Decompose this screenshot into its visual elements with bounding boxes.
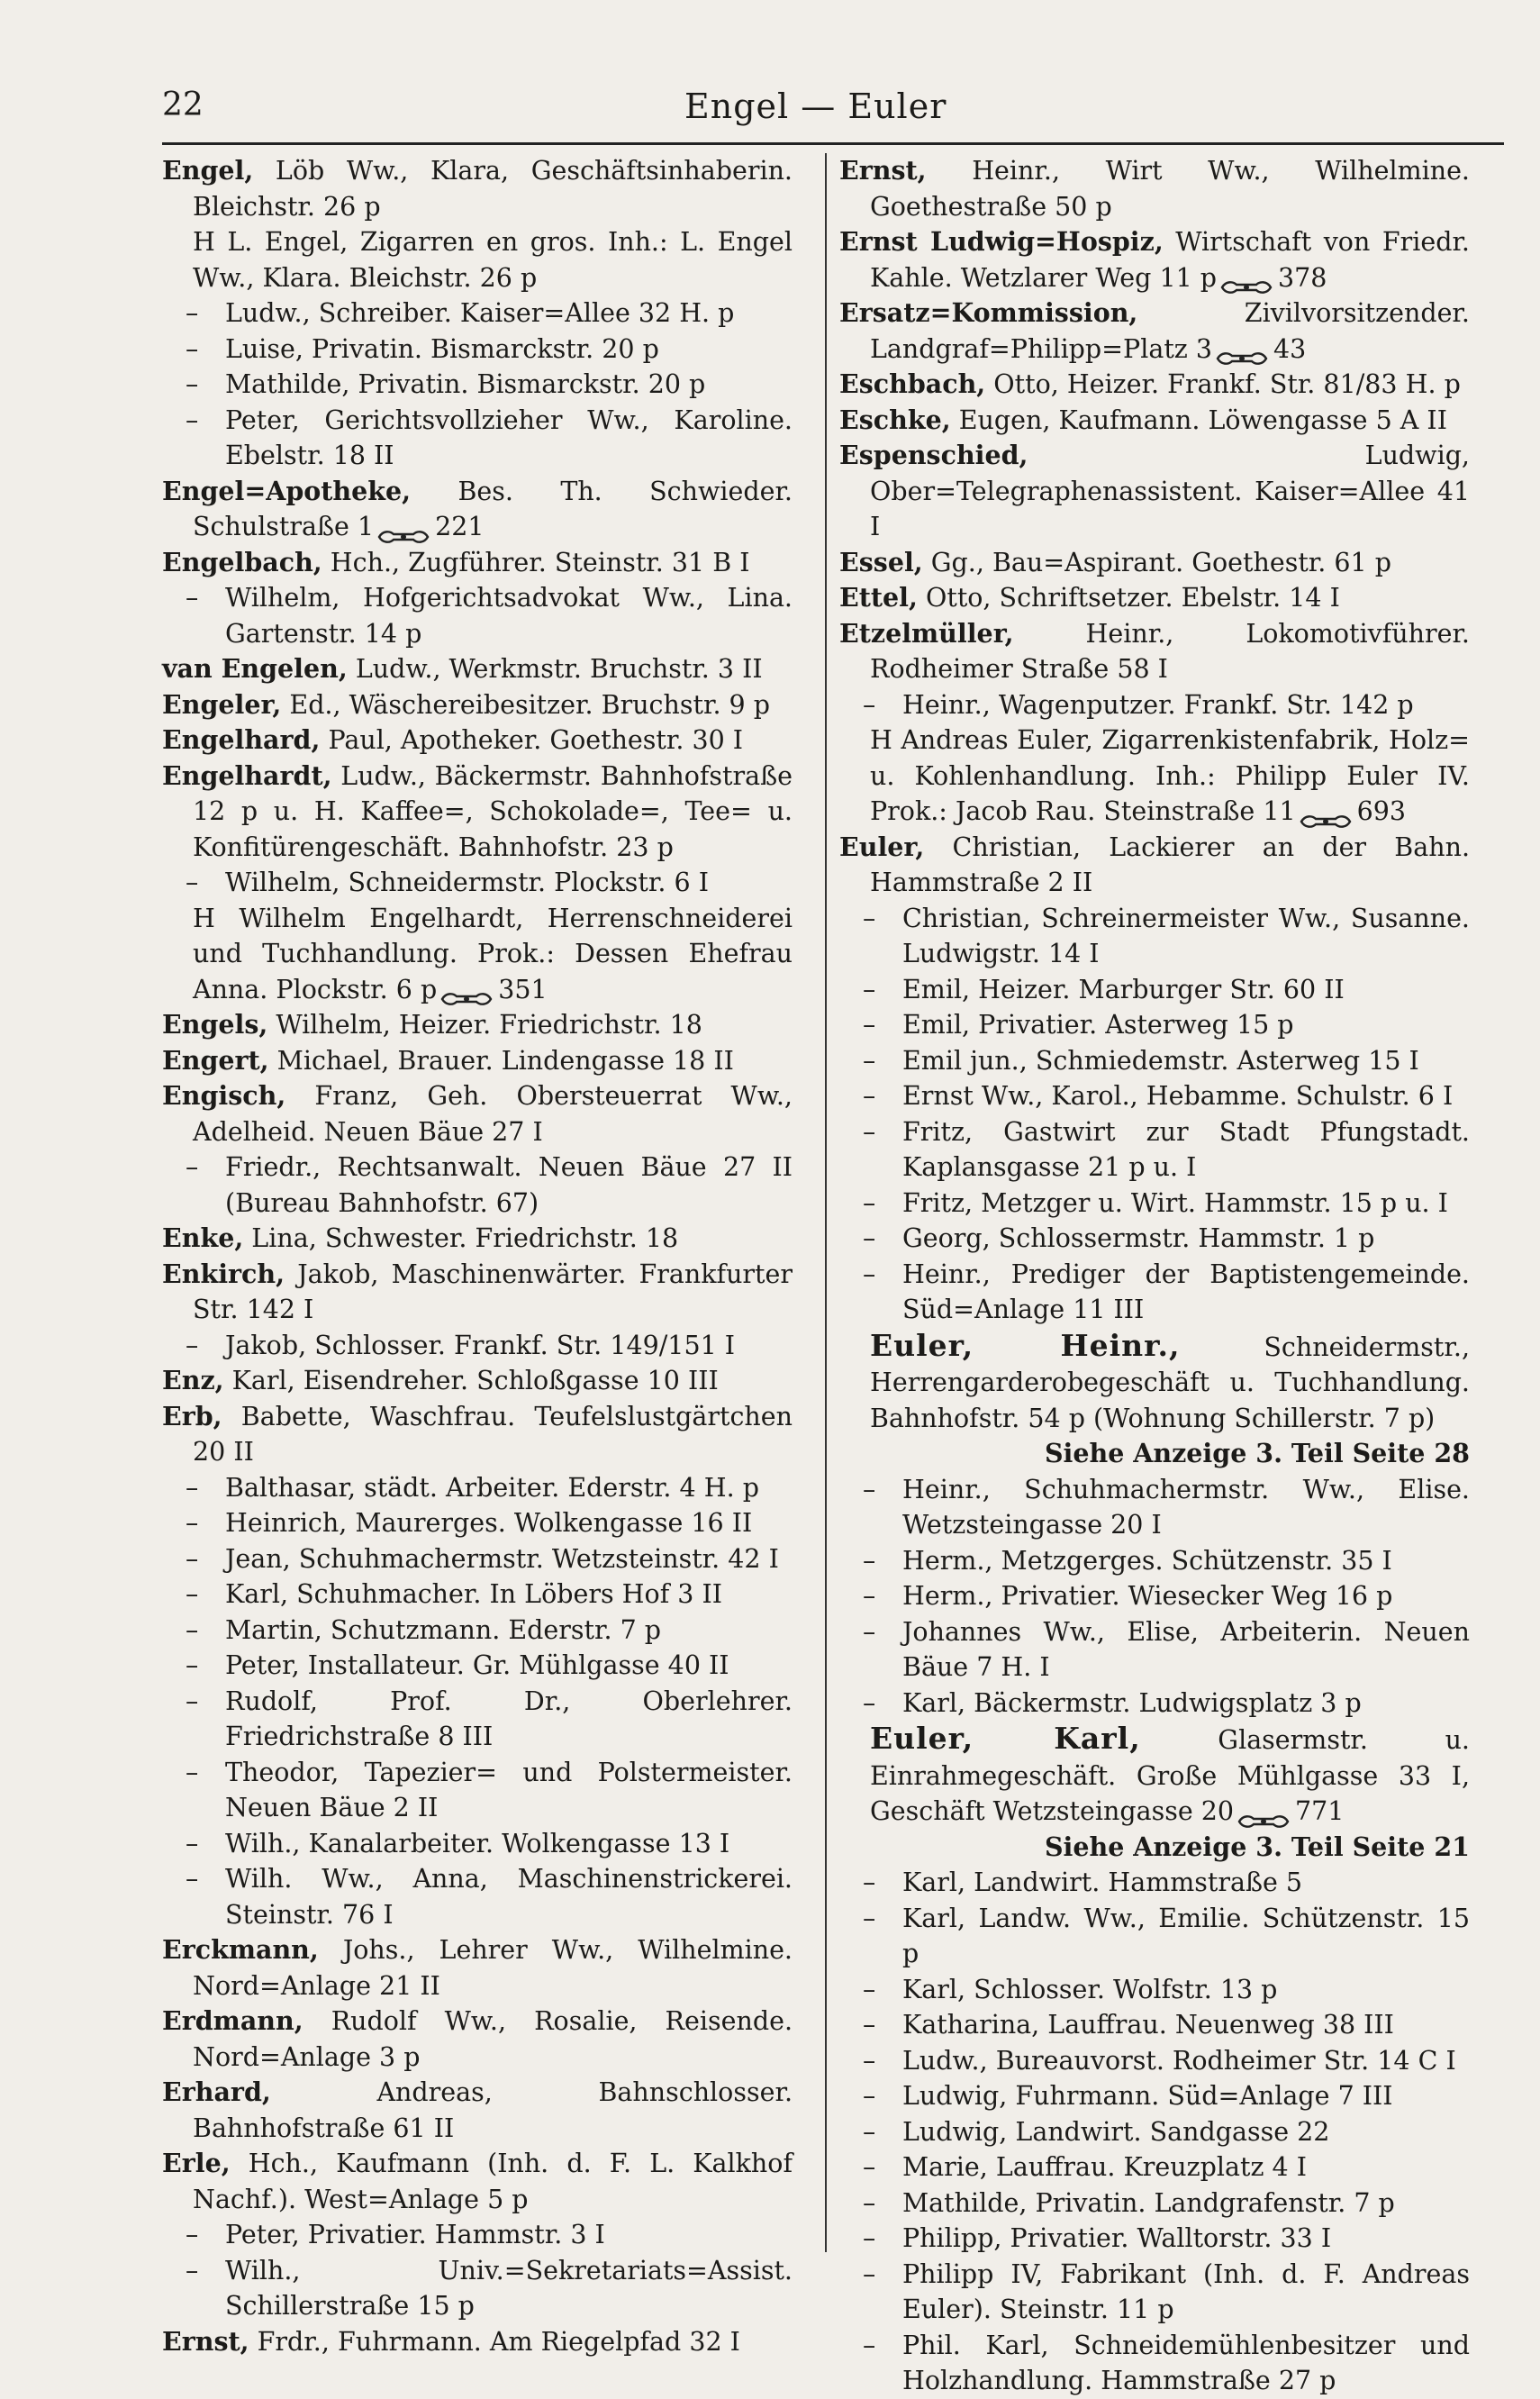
directory-entry bbox=[162, 2004, 793, 2075]
directory-entry bbox=[162, 474, 793, 545]
entry-text: Löb Ww., Klara, Geschäftsinhaberin. Bleichstr. 26 p bbox=[193, 156, 793, 222]
ditto-dash: – bbox=[863, 1867, 876, 1897]
entry-name: Essel, bbox=[839, 546, 923, 577]
entry-name: Euler, bbox=[839, 831, 925, 862]
entry-name: Enkirch, bbox=[162, 1258, 285, 1289]
ditto-dash: – bbox=[863, 1581, 876, 1611]
directory-subentry bbox=[839, 1257, 1470, 1328]
ditto-dash: – bbox=[863, 2223, 876, 2253]
ditto-dash: – bbox=[863, 903, 876, 933]
directory-entry bbox=[839, 403, 1470, 439]
telephone-icon bbox=[377, 520, 430, 538]
directory-entry bbox=[839, 830, 1470, 901]
ditto-dash: – bbox=[863, 1974, 876, 2004]
entry-name: Eschbach, bbox=[839, 368, 986, 399]
ditto-dash: – bbox=[186, 2255, 199, 2285]
entry-text: Ludw., Bäckermstr. Bahnhofstraße 12 p u. H. Kaffee=, Schokolade=, Tee= u. Konfitürengeschäft. Bahnhofstr. 23 p bbox=[193, 760, 793, 862]
entry-text: Martin, Schutzmann. Ederstr. 7 p bbox=[225, 1614, 662, 1645]
phone-number: 221 bbox=[435, 512, 485, 541]
ditto-dash: – bbox=[186, 1472, 199, 1503]
column-divider bbox=[825, 153, 827, 2252]
entry-text: Heinr., Wagenputzer. Frankf. Str. 142 p bbox=[902, 689, 1414, 720]
phone-number: 378 bbox=[1278, 262, 1327, 293]
running-head: Engel — Euler bbox=[684, 86, 947, 126]
entry-name: Eschke, bbox=[839, 404, 951, 435]
ditto-dash: – bbox=[186, 1686, 199, 1716]
entry-name: Ettel, bbox=[839, 582, 918, 613]
firm-entry bbox=[162, 901, 793, 1008]
directory-subentry bbox=[839, 1007, 1470, 1043]
entry-name: Engels, bbox=[162, 1009, 268, 1040]
phone-number: 693 bbox=[1356, 796, 1407, 826]
entry-text: Lina, Schwester. Friedrichstr. 18 bbox=[243, 1223, 679, 1253]
advert-reference bbox=[839, 1436, 1470, 1472]
ditto-dash: – bbox=[186, 1330, 199, 1360]
entry-text: Philipp, Privatier. Walltorstr. 33 I bbox=[902, 2223, 1332, 2253]
directory-entry bbox=[162, 2075, 793, 2146]
advert-text: Siehe Anzeige 3. Teil Seite 21 bbox=[1044, 1831, 1470, 1862]
directory-subentry bbox=[162, 1613, 793, 1649]
directory-entry bbox=[839, 580, 1470, 616]
firm-entry bbox=[839, 722, 1470, 830]
entry-text: Babette, Waschfrau. Teufelslustgärtchen 20 II bbox=[193, 1401, 793, 1467]
directory-subentry bbox=[162, 865, 793, 901]
directory-subentry bbox=[839, 1078, 1470, 1114]
entry-text: Heinr., Prediger der Baptistengemeinde. Süd=Anlage 11 III bbox=[902, 1259, 1470, 1324]
entry-text: Heinr., Wirt Ww., Wilhelmine. Goethestraße 50 p bbox=[870, 156, 1470, 222]
ditto-dash: – bbox=[863, 1545, 876, 1576]
entry-name: Erhard, bbox=[162, 2076, 271, 2107]
left-column bbox=[162, 153, 793, 2359]
entry-text: Johannes Ww., Elise, Arbeiterin. Neuen Bäue 7 H. I bbox=[902, 1616, 1470, 1682]
directory-subentry bbox=[162, 1505, 793, 1541]
directory-entry bbox=[839, 545, 1470, 581]
directory-subentry bbox=[839, 901, 1470, 972]
directory-subentry bbox=[162, 1470, 793, 1506]
ditto-dash: – bbox=[863, 2045, 876, 2076]
entry-name: Espenschied, bbox=[839, 440, 1028, 470]
entry-text: Hch., Zugführer. Steinstr. 31 B I bbox=[322, 547, 750, 577]
directory-subentry bbox=[839, 2185, 1470, 2222]
entry-text: H Andreas Euler, Zigarrenkistenfabrik, Holz= u. Kohlenhandlung. Inh.: Philipp Euler IV. Prok.: Jacob Rau. Steinstraße 11 bbox=[870, 725, 1470, 826]
directory-subentry bbox=[839, 1901, 1470, 1972]
ditto-dash: – bbox=[863, 2330, 876, 2360]
firm-entry bbox=[839, 1721, 1470, 1830]
directory-entry bbox=[162, 687, 793, 723]
directory-subentry bbox=[162, 580, 793, 651]
entry-text: Katharina, Lauffrau. Neuenweg 38 III bbox=[902, 2010, 1394, 2040]
entry-text: Herm., Privatier. Wiesecker Weg 16 p bbox=[902, 1581, 1393, 1611]
directory-subentry bbox=[162, 1861, 793, 1932]
entry-text: Michael, Brauer. Lindengasse 18 II bbox=[268, 1045, 734, 1076]
ditto-dash: – bbox=[863, 1116, 876, 1147]
entry-text: H L. Engel, Zigarren en gros. Inh.: L. Engel Ww., Klara. Bleichstr. 26 p bbox=[193, 227, 793, 293]
entry-text: Friedr., Rechtsanwalt. Neuen Bäue 27 II (Bureau Bahnhofstr. 67) bbox=[225, 1152, 793, 1218]
entry-text: H Wilhelm Engelhardt, Herrenschneiderei und Tuchhandlung. Prok.: Dessen Ehefrau Anna. Plockstr. 6 p bbox=[193, 903, 793, 1004]
entry-text: Mathilde, Privatin. Landgrafenstr. 7 p bbox=[902, 2187, 1395, 2218]
ditto-dash: – bbox=[186, 2220, 199, 2249]
entry-text: Fritz, Metzger u. Wirt. Hammstr. 15 p u. I bbox=[902, 1187, 1448, 1218]
directory-subentry bbox=[162, 2217, 793, 2253]
ditto-dash: – bbox=[186, 404, 199, 435]
directory-subentry bbox=[162, 1150, 793, 1221]
entry-text: Luise, Privatin. Bismarckstr. 20 p bbox=[225, 333, 659, 364]
entry-text: Christian, Lackierer an der Bahn. Hammstraße 2 II bbox=[870, 831, 1470, 897]
entry-name: Engeler, bbox=[162, 688, 282, 720]
directory-subentry bbox=[839, 1578, 1470, 1614]
entry-name: van Engelen, bbox=[162, 653, 348, 684]
entry-name: Erb, bbox=[162, 1400, 222, 1431]
telephone-icon bbox=[440, 982, 493, 1000]
entry-text: Georg, Schlossermstr. Hammstr. 1 p bbox=[902, 1223, 1375, 1253]
advert-text: Siehe Anzeige 3. Teil Seite 28 bbox=[1044, 1438, 1470, 1468]
directory-subentry bbox=[839, 1043, 1470, 1079]
telephone-icon bbox=[1216, 341, 1268, 359]
phone-number: 771 bbox=[1295, 1796, 1345, 1826]
ditto-dash: – bbox=[186, 1152, 199, 1182]
entry-text: Heinr., Schuhmachermstr. Ww., Elise. Wetzsteingasse 20 I bbox=[902, 1474, 1470, 1540]
ditto-dash: – bbox=[186, 1828, 199, 1858]
entry-text: Ludwig, Ober=Telegraphenassistent. Kaiser=Allee 41 I bbox=[870, 441, 1470, 541]
ditto-dash: – bbox=[863, 1687, 876, 1718]
ditto-dash: – bbox=[186, 369, 199, 399]
entry-text: Gg., Bau=Aspirant. Goethestr. 61 p bbox=[922, 547, 1391, 577]
directory-subentry bbox=[162, 295, 793, 332]
entry-text: Franz, Geh. Obersteuerrat Ww., Adelheid. Neuen Bäue 27 I bbox=[193, 1081, 793, 1147]
page-number: 22 bbox=[162, 86, 204, 123]
directory-subentry bbox=[162, 1648, 793, 1684]
header-rule bbox=[162, 142, 1504, 145]
directory-subentry bbox=[839, 1614, 1470, 1686]
ditto-dash: – bbox=[863, 2081, 876, 2111]
ditto-dash: – bbox=[186, 1579, 199, 1609]
entry-text: Hch., Kaufmann (Inh. d. F. L. Kalkhof Nachf.). West=Anlage 5 p bbox=[193, 2149, 793, 2214]
phone-number: 43 bbox=[1273, 333, 1307, 364]
ditto-dash: – bbox=[863, 2258, 876, 2289]
entry-text: Wilhelm, Schneidermstr. Plockstr. 6 I bbox=[225, 868, 709, 897]
entry-text: Andreas, Bahnschlosser. Bahnhofstraße 61 II bbox=[193, 2077, 793, 2143]
entry-text: Otto, Schriftsetzer. Ebelstr. 14 I bbox=[917, 583, 1340, 613]
directory-subentry bbox=[839, 1186, 1470, 1222]
entry-text: Eugen, Kaufmann. Löwengasse 5 A II bbox=[950, 404, 1447, 435]
entry-text: Karl, Schlosser. Wolfstr. 13 p bbox=[902, 1974, 1278, 2004]
directory-subentry bbox=[839, 2114, 1470, 2150]
directory-entry bbox=[162, 759, 793, 866]
directory-subentry bbox=[839, 2078, 1470, 2114]
directory-subentry bbox=[839, 1114, 1470, 1186]
entry-name: Engelhard, bbox=[162, 724, 321, 755]
ditto-dash: – bbox=[186, 1614, 199, 1645]
ditto-dash: – bbox=[186, 1543, 199, 1574]
entry-text: Jakob, Schlosser. Frankf. Str. 149/151 I bbox=[225, 1330, 736, 1360]
entry-text: Frdr., Fuhrmann. Am Riegelpfad 32 I bbox=[249, 2326, 740, 2357]
entry-text: Wilh., Kanalarbeiter. Wolkengasse 13 I bbox=[225, 1828, 730, 1858]
entry-text: Wilh., Univ.=Sekretariats=Assist. Schillerstraße 15 p bbox=[225, 2255, 793, 2321]
entry-text: Paul, Apotheker. Goethestr. 30 I bbox=[320, 725, 744, 755]
entry-text: Ernst Ww., Karol., Hebamme. Schulstr. 6 I bbox=[902, 1081, 1454, 1111]
directory-subentry bbox=[162, 403, 793, 474]
directory-entry bbox=[162, 2146, 793, 2217]
firm-entry bbox=[839, 1328, 1470, 1437]
ditto-dash: – bbox=[863, 2116, 876, 2147]
firm-entry bbox=[162, 224, 793, 295]
ditto-dash: – bbox=[186, 583, 199, 613]
entry-text: Ludwig, Landwirt. Sandgasse 22 bbox=[902, 2116, 1330, 2147]
directory-entry bbox=[839, 224, 1470, 295]
entry-text: Philipp IV, Fabrikant (Inh. d. F. Andreas Euler). Steinstr. 11 p bbox=[902, 2258, 1470, 2324]
entry-text: Heinrich, Maurerges. Wolkengasse 16 II bbox=[225, 1508, 753, 1538]
ditto-dash: – bbox=[186, 1864, 199, 1894]
ditto-dash: – bbox=[186, 333, 199, 364]
directory-entry bbox=[162, 1221, 793, 1257]
directory-subentry bbox=[839, 1686, 1470, 1722]
entry-text: Karl, Landw. Ww., Emilie. Schützenstr. 15 p bbox=[902, 1903, 1470, 1968]
entry-text: Emil, Heizer. Marburger Str. 60 II bbox=[902, 974, 1345, 1004]
directory-subentry bbox=[162, 367, 793, 403]
entry-name: Ernst Ludwig=Hospiz, bbox=[839, 226, 1164, 257]
entry-text: Mathilde, Privatin. Bismarckstr. 20 p bbox=[225, 369, 706, 399]
entry-text: Jean, Schuhmachermstr. Wetzsteinstr. 42 I bbox=[225, 1543, 779, 1574]
entry-name: Ernst, bbox=[162, 2325, 249, 2357]
ditto-dash: – bbox=[863, 1187, 876, 1218]
entry-text: Karl, Eisendreher. Schloßgasse 10 III bbox=[223, 1366, 719, 1395]
entry-name: Erckmann, bbox=[162, 1934, 319, 1965]
directory-entry bbox=[162, 1932, 793, 2004]
entry-text: Schneidermstr., Herrengarderobegeschäft u. Tuchhandlung. Bahnhofstr. 54 p (Wohnung Schillerstr. 7 p) bbox=[870, 1331, 1470, 1433]
ditto-dash: – bbox=[863, 974, 876, 1004]
entry-text: Peter, Installateur. Gr. Mühlgasse 40 II bbox=[225, 1650, 729, 1680]
directory-entry bbox=[839, 616, 1470, 687]
ditto-dash: – bbox=[863, 2152, 876, 2182]
entry-name: Erle, bbox=[162, 2148, 231, 2178]
directory-entry bbox=[162, 153, 793, 224]
entry-text: Ludw., Schreiber. Kaiser=Allee 32 H. p bbox=[225, 298, 735, 328]
directory-subentry bbox=[839, 1543, 1470, 1579]
page-header bbox=[162, 83, 1504, 137]
entry-name: Engelhardt, bbox=[162, 759, 332, 791]
directory-entry bbox=[162, 651, 793, 687]
directory-entry bbox=[162, 722, 793, 759]
directory-entry bbox=[839, 367, 1470, 403]
entry-text: Ludw., Werkmstr. Bruchstr. 3 II bbox=[347, 654, 763, 684]
entry-text: Christian, Schreinermeister Ww., Susanne. Ludwigstr. 14 I bbox=[902, 903, 1470, 968]
directory-subentry bbox=[839, 2007, 1470, 2043]
entry-text: Jakob, Maschinenwärter. Frankfurter Str. 142 I bbox=[193, 1259, 793, 1324]
directory-subentry bbox=[162, 332, 793, 368]
firm-name: Euler, Karl, bbox=[870, 1721, 1141, 1756]
directory-subentry bbox=[839, 1221, 1470, 1257]
ditto-dash: – bbox=[186, 1508, 199, 1538]
directory-subentry bbox=[839, 972, 1470, 1008]
ditto-dash: – bbox=[863, 1616, 876, 1647]
directory-entry bbox=[162, 1043, 793, 1079]
entry-name: Enke, bbox=[162, 1222, 244, 1253]
directory-entry bbox=[162, 1078, 793, 1150]
telephone-icon bbox=[1237, 1804, 1290, 1822]
entry-text: Ed., Wäschereibesitzer. Bruchstr. 9 p bbox=[281, 689, 770, 720]
entry-text: Wirtschaft von Friedr. Kahle. Wetzlarer Weg 11 p bbox=[870, 227, 1470, 293]
ditto-dash: – bbox=[863, 2010, 876, 2040]
ditto-dash: – bbox=[186, 1757, 199, 1787]
entry-name: Engisch, bbox=[162, 1080, 286, 1111]
entry-name: Engel, bbox=[162, 155, 254, 186]
entry-text: Karl, Bäckermstr. Ludwigsplatz 3 p bbox=[902, 1687, 1362, 1718]
directory-entry bbox=[162, 1007, 793, 1043]
directory-entry bbox=[162, 1363, 793, 1399]
directory-subentry bbox=[162, 1541, 793, 1577]
ditto-dash: – bbox=[863, 1045, 876, 1076]
ditto-dash: – bbox=[863, 1903, 876, 1933]
directory-entry bbox=[839, 153, 1470, 224]
directory-entry bbox=[162, 545, 793, 581]
entry-text: Zivilvorsitzender. Landgraf=Philipp=Platz 3 bbox=[870, 298, 1470, 364]
phone-number: 351 bbox=[498, 974, 548, 1004]
entry-text: Wilhelm, Hofgerichtsadvokat Ww., Lina. Gartenstr. 14 p bbox=[225, 583, 793, 649]
directory-subentry bbox=[839, 2257, 1470, 2328]
entry-text: Marie, Lauffrau. Kreuzplatz 4 I bbox=[902, 2152, 1307, 2182]
entry-name: Engel=Apotheke, bbox=[162, 475, 412, 506]
entry-text: Rudolf Ww., Rosalie, Reisende. Nord=Anlage 3 p bbox=[193, 2006, 793, 2072]
telephone-icon bbox=[1220, 270, 1273, 288]
entry-text: Rudolf, Prof. Dr., Oberlehrer. Friedrichstraße 8 III bbox=[225, 1686, 793, 1751]
entry-text: Heinr., Lokomotivführer. Rodheimer Straße 58 I bbox=[870, 618, 1470, 684]
directory-entry bbox=[839, 438, 1470, 545]
right-column bbox=[839, 153, 1470, 2399]
entry-name: Ersatz=Kommission, bbox=[839, 297, 1138, 328]
directory-subentry bbox=[162, 1328, 793, 1364]
firm-name: Euler, Heinr., bbox=[870, 1327, 1181, 1363]
entry-text: Fritz, Gastwirt zur Stadt Pfungstadt. Kaplansgasse 21 p u. I bbox=[902, 1116, 1470, 1182]
directory-subentry bbox=[839, 2221, 1470, 2257]
entry-text: Emil, Privatier. Asterweg 15 p bbox=[902, 1010, 1294, 1040]
directory-entry bbox=[162, 2324, 793, 2360]
directory-subentry bbox=[162, 1577, 793, 1613]
directory-subentry bbox=[162, 1826, 793, 1862]
directory-entry bbox=[162, 1257, 793, 1328]
ditto-dash: – bbox=[863, 1259, 876, 1289]
directory-subentry bbox=[162, 1755, 793, 1826]
entry-text: Wilhelm, Heizer. Friedrichstr. 18 bbox=[267, 1010, 702, 1040]
ditto-dash: – bbox=[186, 298, 199, 328]
entry-name: Erdmann, bbox=[162, 2005, 303, 2036]
directory-subentry bbox=[839, 2149, 1470, 2185]
telephone-icon bbox=[1300, 804, 1352, 822]
entry-text: Phil. Karl, Schneidemühlenbesitzer und Holzhandlung. Hammstraße 27 p bbox=[902, 2330, 1470, 2395]
directory-subentry bbox=[839, 687, 1470, 723]
entry-text: Johs., Lehrer Ww., Wilhelmine. Nord=Anlage 21 II bbox=[193, 1935, 793, 2001]
entry-text: Karl, Schuhmacher. In Löbers Hof 3 II bbox=[225, 1579, 723, 1609]
entry-name: Ernst, bbox=[839, 155, 927, 186]
entry-text: Herm., Metzgerges. Schützenstr. 35 I bbox=[902, 1545, 1392, 1576]
ditto-dash: – bbox=[863, 1223, 876, 1253]
entry-text: Ludwig, Fuhrmann. Süd=Anlage 7 III bbox=[902, 2081, 1393, 2111]
ditto-dash: – bbox=[186, 1650, 199, 1680]
ditto-dash: – bbox=[863, 1474, 876, 1504]
entry-text: Wilh. Ww., Anna, Maschinenstrickerei. Steinstr. 76 I bbox=[225, 1864, 793, 1930]
directory-subentry bbox=[839, 1472, 1470, 1543]
directory-subentry bbox=[839, 1865, 1470, 1901]
directory-subentry bbox=[839, 1972, 1470, 2008]
entry-text: Peter, Gerichtsvollzieher Ww., Karoline. Ebelstr. 18 II bbox=[225, 404, 793, 470]
entry-text: Ludw., Bureauvorst. Rodheimer Str. 14 C I bbox=[902, 2045, 1456, 2076]
ditto-dash: – bbox=[186, 868, 199, 897]
entry-text: Peter, Privatier. Hammstr. 3 I bbox=[225, 2220, 605, 2249]
ditto-dash: – bbox=[863, 1010, 876, 1040]
entry-name: Engert, bbox=[162, 1044, 269, 1076]
entry-text: Glasermstr. u. Einrahmegeschäft. Große Mühlgasse 33 I, Geschäft Wetzsteingasse 20 bbox=[870, 1725, 1470, 1826]
ditto-dash: – bbox=[863, 2187, 876, 2218]
entry-text: Theodor, Tapezier= und Polstermeister. Neuen Bäue 2 II bbox=[225, 1757, 793, 1822]
entry-text: Otto, Heizer. Frankf. Str. 81/83 H. p bbox=[985, 369, 1461, 399]
directory-subentry bbox=[839, 2043, 1470, 2079]
entry-text: Balthasar, städt. Arbeiter. Ederstr. 4 H. p bbox=[225, 1472, 759, 1503]
ditto-dash: – bbox=[863, 689, 876, 720]
entry-name: Etzelmüller, bbox=[839, 617, 1014, 649]
entry-name: Enz, bbox=[162, 1365, 224, 1395]
entry-text: Bes. Th. Schwieder. Schulstraße 1 bbox=[193, 476, 793, 541]
directory-subentry bbox=[839, 2328, 1470, 2399]
ditto-dash: – bbox=[863, 1081, 876, 1111]
directory-subentry bbox=[162, 1684, 793, 1755]
directory-entry bbox=[162, 1399, 793, 1470]
directory-subentry bbox=[162, 2253, 793, 2324]
entry-text: Karl, Landwirt. Hammstraße 5 bbox=[902, 1867, 1303, 1897]
directory-entry bbox=[839, 295, 1470, 367]
advert-reference bbox=[839, 1830, 1470, 1866]
entry-name: Engelbach, bbox=[162, 546, 322, 577]
entry-text: Emil jun., Schmiedemstr. Asterweg 15 I bbox=[902, 1045, 1419, 1076]
